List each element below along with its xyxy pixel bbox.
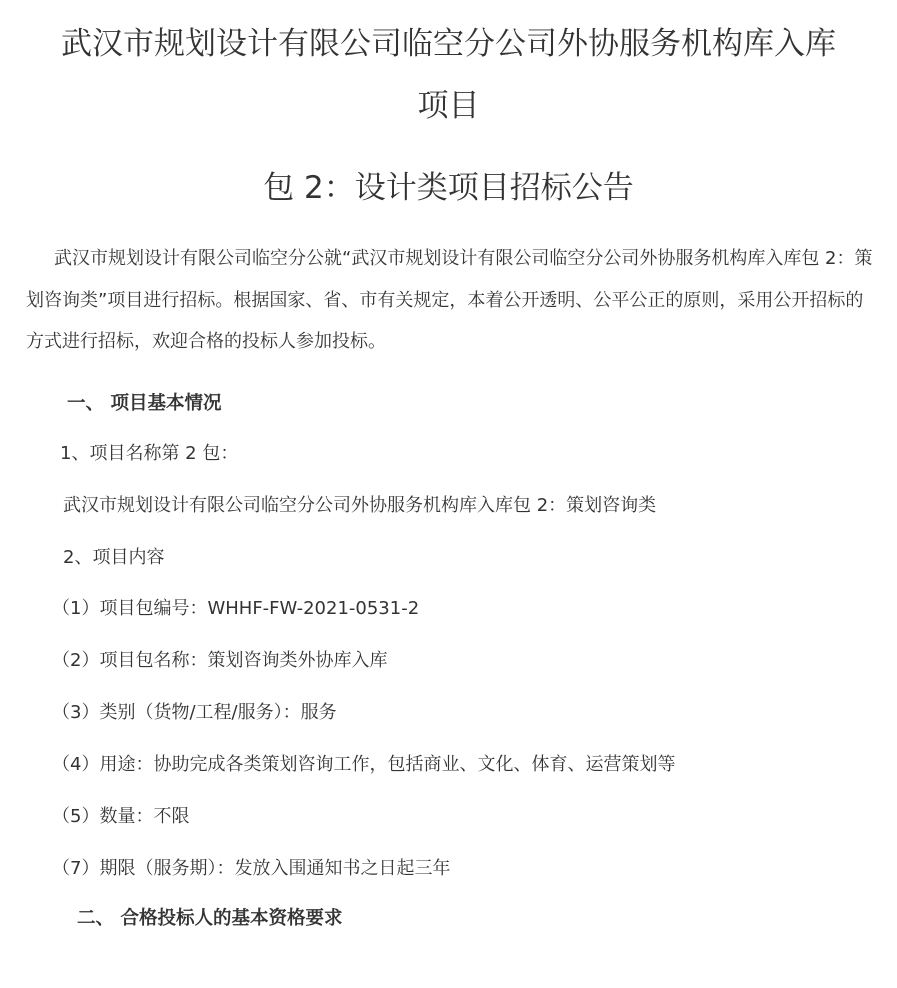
document-title-line-1: 武汉市规划设计有限公司临空分公司外协服务机构库入库: [61, 26, 836, 62]
detail-category: （3）类别（货物/工程/服务）：服务: [52, 702, 337, 723]
document-title-line-2: 项目: [417, 88, 480, 124]
detail-package-name: （2）项目包名称：策划咨询类外协库入库: [52, 650, 388, 671]
project-name-label: 1、项目名称第 2 包：: [60, 443, 239, 464]
project-name-value: 武汉市规划设计有限公司临空分公司外协服务机构库入库包 2：策划咨询类: [63, 495, 657, 516]
detail-package-number: （1）项目包编号：WHHF-FW-2021-0531-2: [52, 598, 420, 619]
detail-term: （7）期限（服务期）：发放入围通知书之日起三年: [52, 858, 451, 879]
section-2-heading: 二、 合格投标人的基本资格要求: [77, 908, 343, 929]
intro-paragraph: 武汉市规划设计有限公司临空分公就“武汉市规划设计有限公司临空分公司外协服务机构库入库包 2：策划咨询类”项目进行招标。根据国家、省、市有关规定，本着公开透明、公平公正的原则，采用公开招标的方式进行招标，欢迎合格的投标人参加投标。: [26, 248, 873, 352]
document-subtitle: 包 2：设计类项目招标公告: [263, 170, 634, 206]
project-content-label: 2、项目内容: [63, 547, 165, 568]
detail-purpose: （4）用途：协助完成各类策划咨询工作，包括商业、文化、体育、运营策划等: [52, 754, 676, 775]
detail-quantity: （5）数量：不限: [52, 806, 190, 827]
section-1-heading: 一、 项目基本情况: [67, 393, 222, 414]
